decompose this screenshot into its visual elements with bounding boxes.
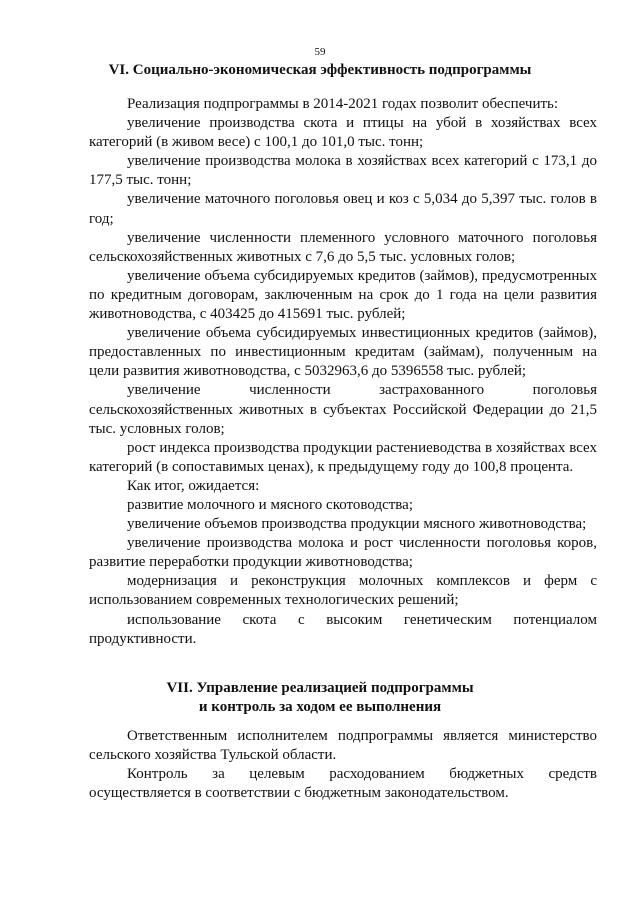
list-item: увеличение объемов производства продукции мясного животноводства; [127, 516, 587, 533]
list-item: увеличение численности племенного условного маточного поголовья сельскохозяйственных животных с 7,6 до 5,5 тыс. условных голов; [89, 229, 597, 265]
list-item: использование скота с высоким генетическим потенциалом продуктивности. [89, 611, 597, 647]
paragraph: Контроль за целевым расходованием бюджетных средств осуществляется в соответствии с бюджетным законодательством. [89, 766, 597, 802]
list-item: увеличение объема субсидируемых кредитов (займов), предусмотренных по кредитным договорам, заключенным на срок до 1 года на цели развития животноводства, с 403425 до 415691 тыс. рублей; [89, 267, 597, 323]
section-7-heading [0, 679, 640, 717]
paragraph: Ответственным исполнителем подпрограммы является министерство сельского хозяйства Тульской области. [89, 728, 597, 764]
list-item: развитие молочного и мясного скотоводства; [127, 496, 414, 513]
list-item: увеличение численности застрахованного поголовья сельскохозяйственных животных в субъектах Российской Федерации до 21,5 тыс. условных голов; [89, 382, 597, 437]
page-number: 59 [314, 46, 326, 58]
list-item: увеличение маточного поголовья овец и коз с 5,034 до 5,397 тыс. голов в год; [89, 191, 597, 227]
section-6-body [89, 95, 597, 649]
section-7-body [89, 727, 597, 803]
list-item: увеличение производства молока и рост численности поголовья коров, развитие переработки продукции животноводства; [89, 535, 597, 571]
list-item: увеличение производства скота и птицы на убой в хозяйствах всех категорий (в живом весе) с 100,1 до 101,0 тыс. тонн; [89, 115, 597, 151]
section-7-heading-line-2: и контроль за ходом ее выполнения [198, 699, 442, 715]
list-item: увеличение производства молока в хозяйствах всех категорий с 173,1 до 177,5 тыс. тонн; [89, 153, 597, 189]
paragraph: Реализация подпрограммы в 2014-2021 годах позволит обеспечить: [127, 96, 559, 112]
list-item: рост индекса производства продукции растениеводства в хозяйствах всех категорий (в сопоставимых ценах), к предыдущему году до 100,8 процента. [89, 439, 597, 475]
list-item: модернизация и реконструкция молочных комплексов и ферм с использованием современных технологических решений; [89, 573, 597, 609]
section-6-heading: VI. Социально-экономическая эффективность подпрограммы [108, 62, 532, 78]
list-item: увеличение объема субсидируемых инвестиционных кредитов (займов), предоставленных по инвестиционным кредитам (займам), полученным на цели развития животноводства, с 5032963,6 до 5396558 тыс. рублей; [89, 325, 597, 380]
paragraph: Как итог, ожидается: [127, 477, 260, 494]
section-7-heading-line-1: VII. Управление реализацией подпрограммы [166, 680, 474, 696]
